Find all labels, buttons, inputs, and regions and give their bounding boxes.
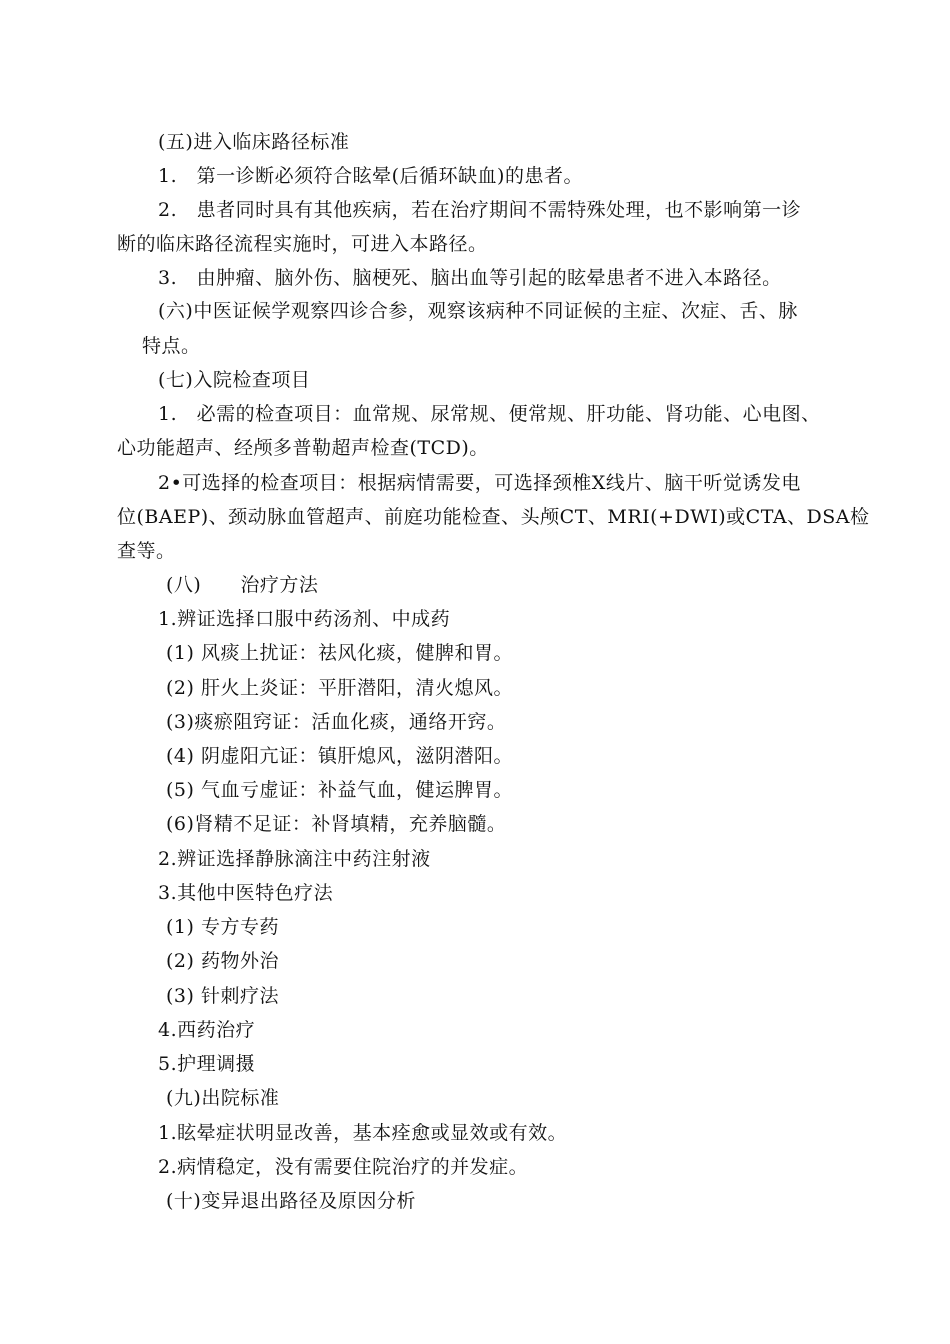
section-9-item-1: 1.眩晕症状明显改善，基本痊愈或显效或有效。 [158,1122,568,1144]
section-7-item-1-line-1: 1. 必需的检查项目：血常规、尿常规、便常规、肝功能、肾功能、心电图、 [158,403,821,425]
section-8-item-5: 5.护理调摄 [158,1053,256,1075]
section-6-heading-line-1: (六)中医证候学观察四诊合参，观察该病种不同证候的主症、次症、舌、脉 [158,300,798,322]
section-8-sub-4: (4) 阴虚阳亢证：镇肝熄风，滋阴潜阳。 [166,745,513,767]
section-8-item-1: 1.辨证选择口服中药汤剂、中成药 [158,608,451,630]
section-8-sub-3: (3)痰瘀阻窍证：活血化痰，通络开窍。 [166,711,507,733]
section-8-heading: (八) 治疗方法 [166,574,319,596]
section-5-item-1: 1. 第一诊断必须符合眩晕(后循环缺血)的患者。 [158,165,583,187]
section-7-item-2-line-1: 2•可选择的检查项目：根据病情需要，可选择颈椎X线片、脑干听觉诱发电 [158,472,801,494]
section-10-heading: (十)变异退出路径及原因分析 [166,1190,416,1212]
section-5-item-3: 3. 由肿瘤、脑外伤、脑梗死、脑出血等引起的眩晕患者不进入本路径。 [158,267,782,289]
section-8-item-4: 4.西药治疗 [158,1019,256,1041]
section-8-item-3-sub-1: (1) 专方专药 [166,916,279,938]
section-8-item-3-sub-3: (3) 针刺疗法 [166,985,279,1007]
section-7-item-2-line-2: 位(BAEP)、颈动脉血管超声、前庭功能检查、头颅CT、MRI(+DWI)或CTA、DSA检 [117,506,870,528]
section-8-sub-6: (6)肾精不足证：补肾填精，充养脑髓。 [166,813,507,835]
section-5-item-2-line-2: 断的临床路径流程实施时，可进入本路径。 [117,233,488,255]
section-7-item-2-line-3: 查等。 [117,540,176,562]
section-7-heading: (七)入院检查项目 [158,369,311,391]
section-9-item-2: 2.病情稳定，没有需要住院治疗的并发症。 [158,1156,529,1178]
section-5-heading: (五)进入临床路径标准 [158,131,350,153]
section-8-item-2: 2.辨证选择静脉滴注中药注射液 [158,848,431,870]
section-7-item-1-line-2: 心功能超声、经颅多普勒超声检查(TCD)。 [117,437,489,459]
section-8-sub-1: (1) 风痰上扰证：祛风化痰，健脾和胃。 [166,642,513,664]
section-6-heading-line-2: 特点。 [142,335,201,357]
section-5-item-2-line-1: 2. 患者同时具有其他疾病，若在治疗期间不需特殊处理，也不影响第一诊 [158,199,802,221]
section-8-item-3: 3.其他中医特色疗法 [158,882,334,904]
section-8-item-3-sub-2: (2) 药物外治 [166,950,279,972]
section-8-sub-5: (5) 气血亏虚证：补益气血，健运脾胃。 [166,779,513,801]
section-9-heading: (九)出院标准 [166,1087,280,1109]
section-8-sub-2: (2) 肝火上炎证：平肝潜阳，清火熄风。 [166,677,513,699]
